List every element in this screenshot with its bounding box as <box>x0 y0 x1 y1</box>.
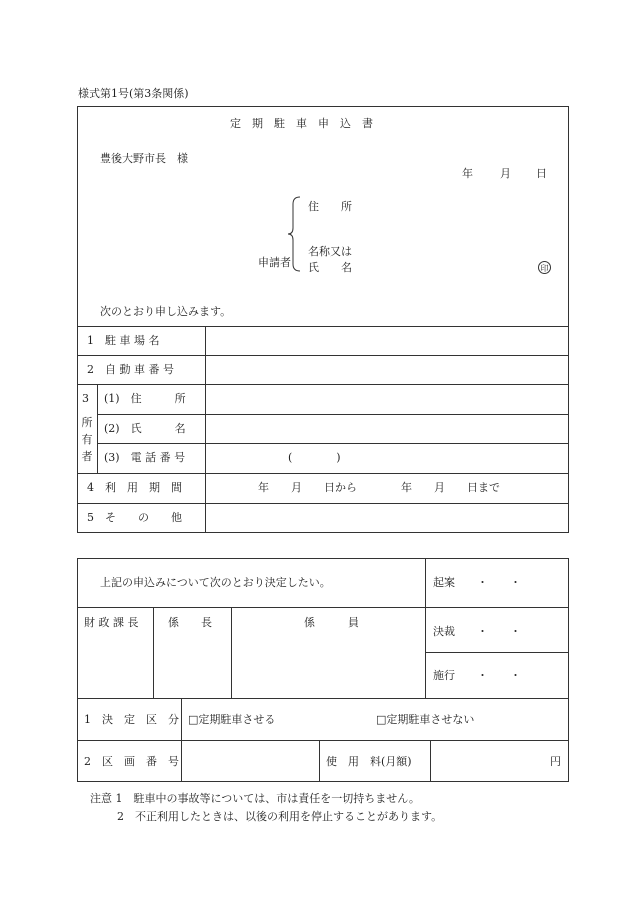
period-value: 年 月 日から 年 月 日まで <box>258 481 500 494</box>
intro-text: 次のとおり申し込みます。 <box>100 305 232 318</box>
form-title: 定 期 駐 車 申 込 書 <box>230 117 373 130</box>
seal-mark: 印 <box>538 261 551 274</box>
owner-char: 有 <box>81 433 93 446</box>
column-divider <box>153 607 154 698</box>
drafted-label: 起案 ・ ・ <box>433 576 521 589</box>
date-year: 年 <box>462 167 473 180</box>
owner-phone-label: (3) 電 話 番 号 <box>104 451 186 464</box>
owner-name-label: (2) 氏 名 <box>104 422 186 435</box>
owner-phone-field[interactable] <box>206 444 568 473</box>
phone-parentheses: ( ) <box>288 451 341 464</box>
column-divider <box>319 740 320 782</box>
option-allow[interactable]: □定期駐車させる <box>188 713 276 726</box>
vehicle-number-field[interactable] <box>206 356 568 384</box>
decision-intro: 上記の申込みについて次のとおり決定したい。 <box>100 576 331 589</box>
row-divider <box>77 698 569 699</box>
owner-number: 3 <box>82 392 89 405</box>
form-label: 様式第1号(第3条関係) <box>78 87 189 100</box>
section-chief-label: 係 長 <box>168 616 212 629</box>
applicant-address-label: 住 所 <box>308 200 352 213</box>
note-2: 2 不正利用したときは、以後の利用を停止することがあります。 <box>117 810 443 823</box>
fee-field[interactable] <box>431 741 568 781</box>
applicant-name-label-2: 氏 名 <box>308 261 352 274</box>
other-field[interactable] <box>206 504 568 532</box>
fee-unit: 円 <box>550 755 561 768</box>
row-divider <box>77 607 569 608</box>
column-divider <box>97 384 98 473</box>
row-divider <box>77 473 569 474</box>
note-1: 注意 1 駐車中の事故等については、市は責任を一切持ちません。 <box>90 792 420 805</box>
column-divider <box>425 558 426 698</box>
column-divider <box>231 607 232 698</box>
approved-label: 決裁 ・ ・ <box>433 625 521 638</box>
other-label: 5 そ の 他 <box>87 511 182 524</box>
owner-address-field[interactable] <box>206 385 568 414</box>
period-label: 4 利 用 期 間 <box>87 481 182 494</box>
applicant-name-label-1: 名称又は <box>308 245 352 258</box>
addressee: 豊後大野市長 様 <box>100 152 188 165</box>
owner-char: 所 <box>81 416 93 429</box>
finance-chief-label: 財 政 課 長 <box>84 616 139 629</box>
owner-char: 者 <box>81 450 93 463</box>
parking-lot-field[interactable] <box>206 327 568 355</box>
enacted-label: 施行 ・ ・ <box>433 669 521 682</box>
owner-vertical-label <box>80 414 94 465</box>
date-month: 月 <box>500 167 511 180</box>
row-divider <box>425 652 569 653</box>
section-number-field[interactable] <box>182 741 318 781</box>
date-day: 日 <box>536 167 547 180</box>
option-deny[interactable]: □定期駐車させない <box>376 713 475 726</box>
vehicle-number-label: 2 自 動 車 番 号 <box>87 363 174 376</box>
category-label: 1 決 定 区 分 <box>84 713 179 726</box>
staff-label: 係 員 <box>304 616 359 629</box>
section-number-label: 2 区 画 番 号 <box>84 755 179 768</box>
fee-label: 使 用 料(月額) <box>326 755 412 768</box>
owner-name-field[interactable] <box>206 415 568 443</box>
owner-address-label: (1) 住 所 <box>104 392 186 405</box>
applicant-label: 申請者 <box>258 256 291 269</box>
parking-lot-label: 1 駐 車 場 名 <box>87 334 160 347</box>
